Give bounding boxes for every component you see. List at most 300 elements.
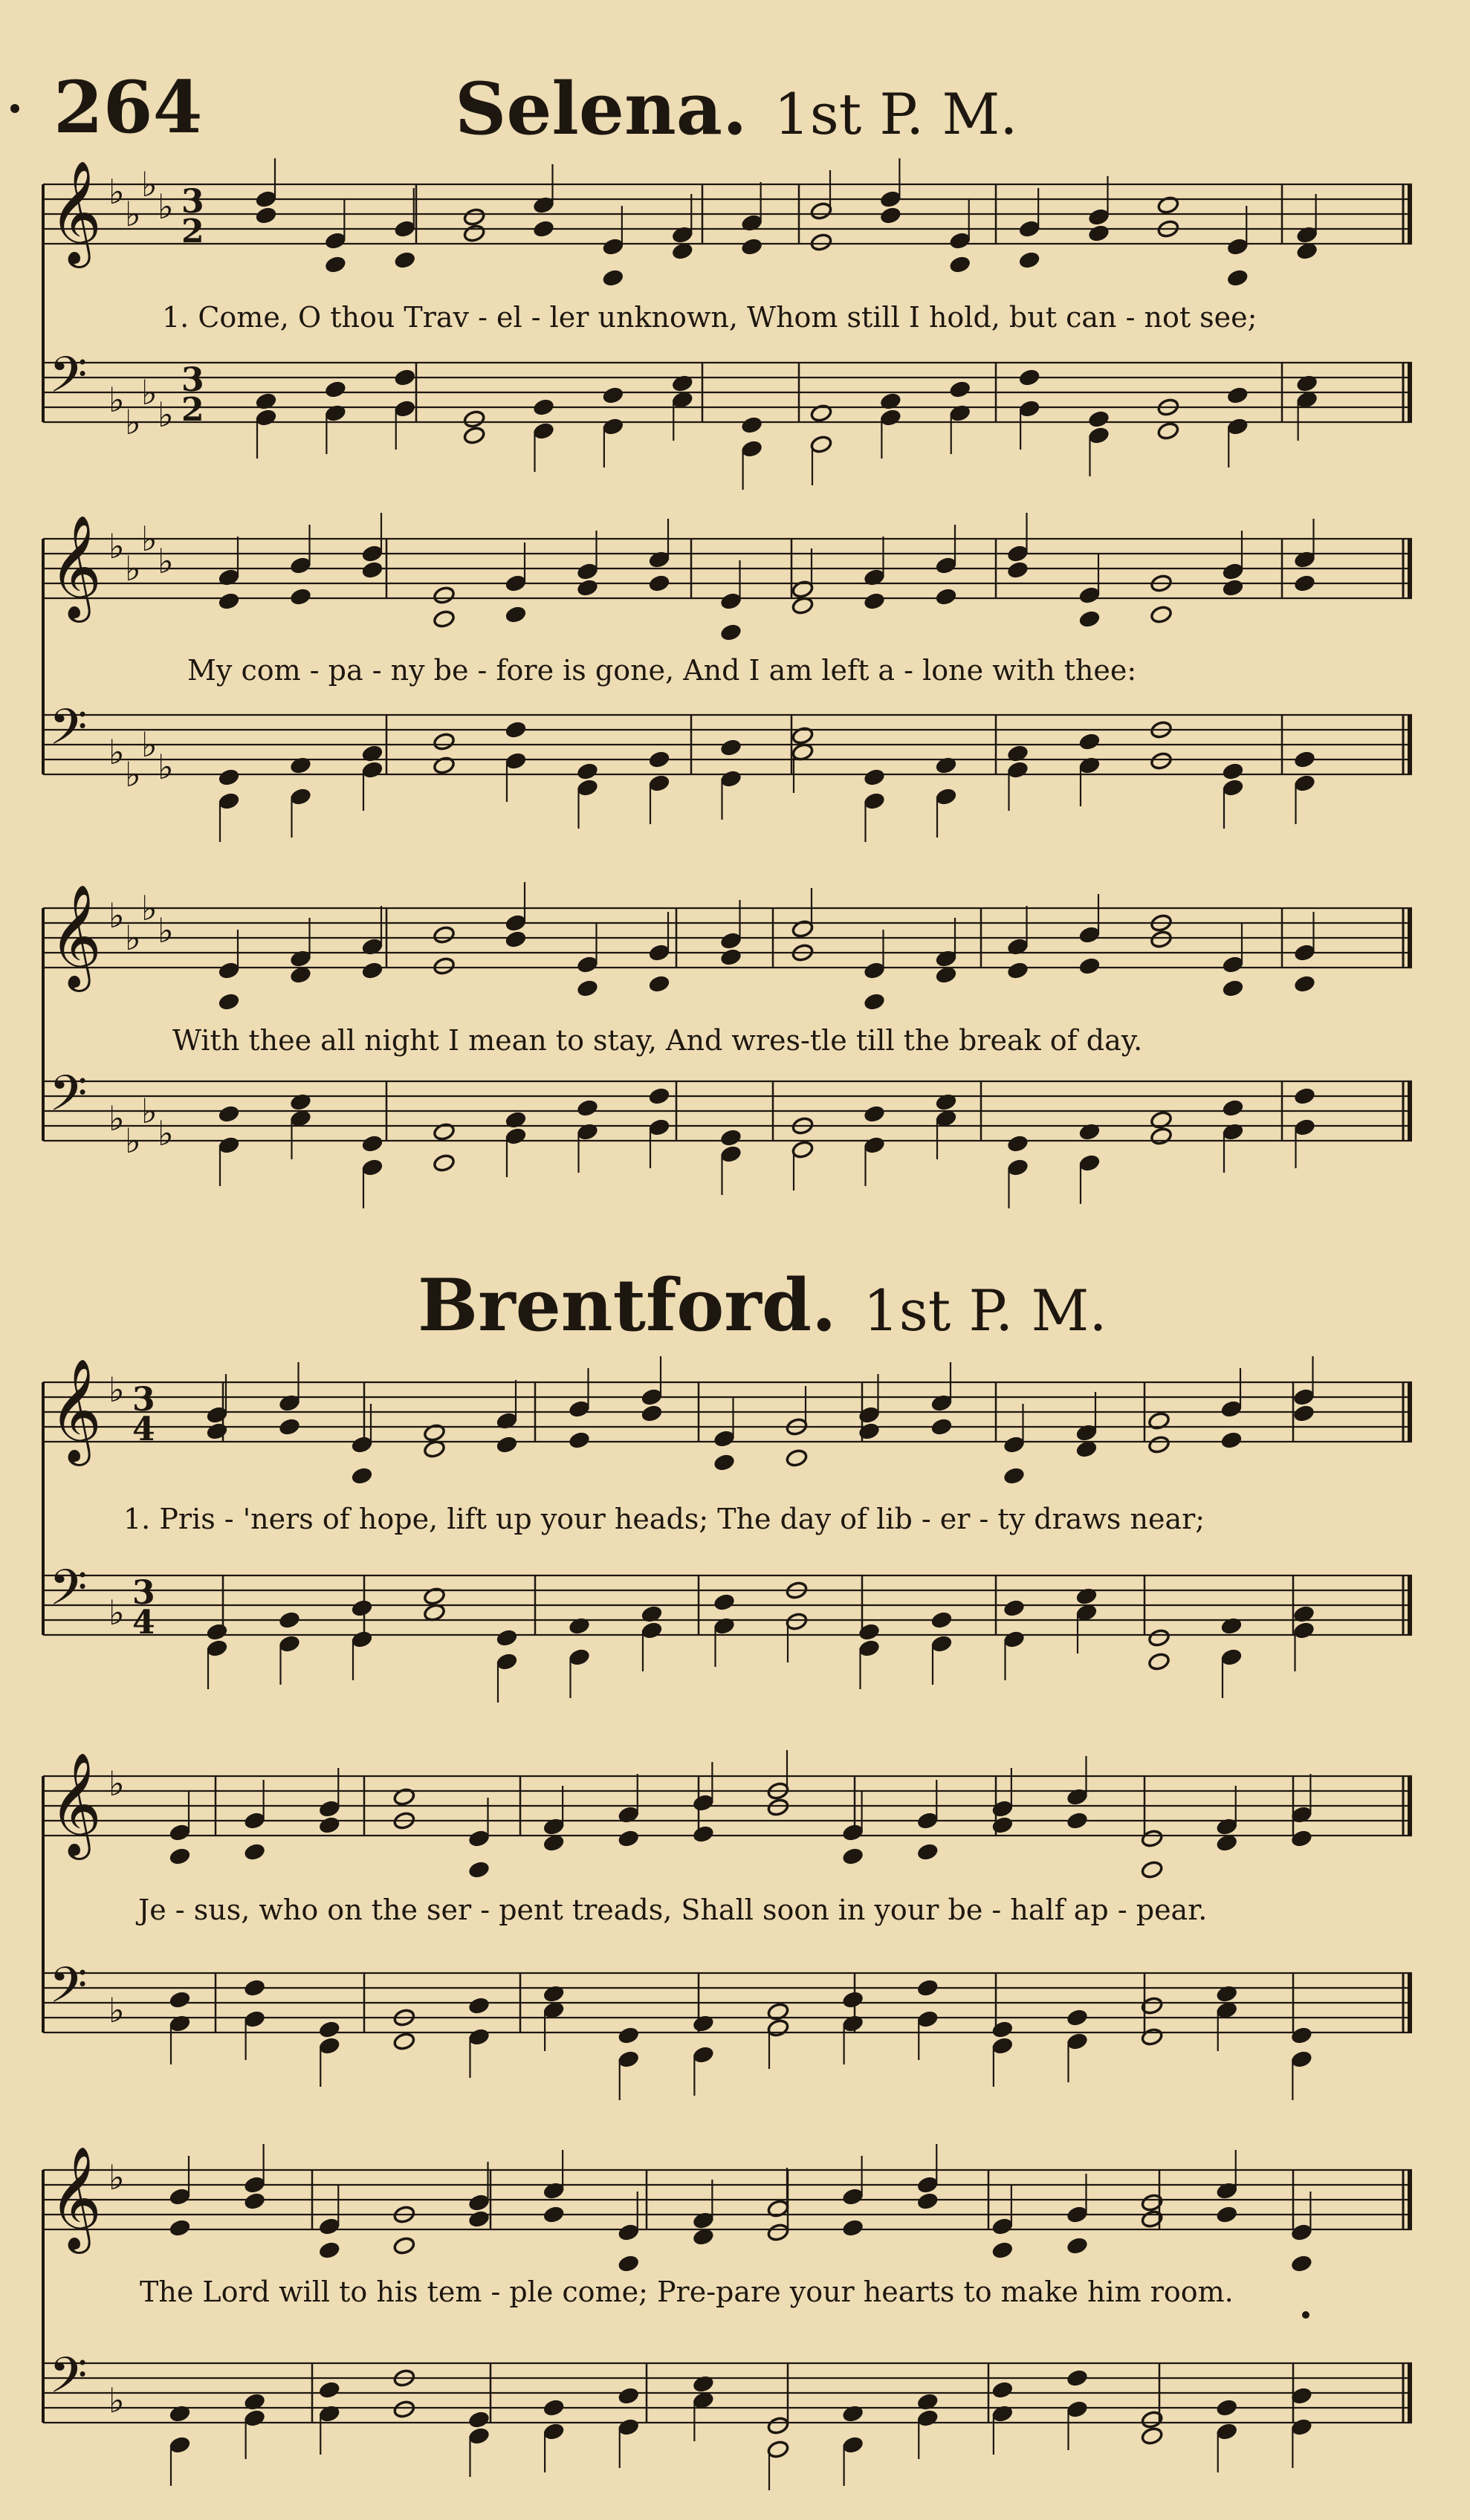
note-head xyxy=(713,1593,736,1612)
note-head xyxy=(1215,2398,1238,2417)
flat-icon: ♭ xyxy=(158,1113,174,1153)
hymn-meter: 1st P. M. xyxy=(863,1277,1107,1344)
note-head xyxy=(991,2380,1014,2400)
flat-icon: ♭ xyxy=(125,754,141,794)
note-head xyxy=(791,1140,815,1159)
note-head xyxy=(467,2193,490,2212)
note-head xyxy=(1222,955,1245,974)
note-head xyxy=(692,1824,715,1844)
note-head xyxy=(318,2380,341,2400)
note-head xyxy=(243,1978,266,1998)
note-head xyxy=(393,2032,416,2051)
note-head xyxy=(218,592,241,611)
flat-icon: ♭ xyxy=(158,747,174,787)
note-head xyxy=(496,1435,519,1454)
note-head xyxy=(1087,207,1110,227)
note-head xyxy=(289,787,312,806)
bar-line xyxy=(1408,1382,1412,1442)
note-head xyxy=(255,190,278,209)
note-head xyxy=(324,231,347,250)
note-head xyxy=(218,961,241,980)
note-head xyxy=(692,1793,715,1813)
note-head xyxy=(863,768,886,787)
note-head xyxy=(1078,586,1101,605)
note-head xyxy=(1150,1127,1173,1146)
note-head xyxy=(935,787,958,806)
note-head xyxy=(393,2236,416,2255)
note-head xyxy=(1003,1466,1026,1486)
note-head xyxy=(318,1799,341,1818)
note-head xyxy=(467,2410,490,2429)
note-head xyxy=(617,1829,640,1848)
note-head xyxy=(617,2417,640,2437)
bass-clef-icon: 𝄢 xyxy=(49,1559,88,1628)
note-head xyxy=(1006,544,1029,563)
flat-icon: ♭ xyxy=(109,2380,125,2420)
note-head xyxy=(767,2018,790,2038)
note-head xyxy=(1018,219,1041,239)
note-head xyxy=(169,2218,192,2238)
note-head xyxy=(318,1815,341,1835)
note-head xyxy=(719,931,742,950)
lyric-line: 1. Come, O thou Trav - el - ler unknown, Whom still I hold, but can - not see; xyxy=(162,301,1257,334)
note-head xyxy=(1141,1860,1164,1879)
note-head xyxy=(641,1621,664,1640)
note-head xyxy=(916,2175,939,2195)
note-head xyxy=(361,1158,384,1177)
note-head xyxy=(719,623,742,642)
note-head xyxy=(740,439,763,459)
note-head xyxy=(576,762,599,781)
time-signature: 3 xyxy=(132,1381,155,1419)
note-head xyxy=(496,1628,519,1648)
note-head xyxy=(1066,2236,1089,2255)
note-head xyxy=(243,2175,266,2195)
note-head xyxy=(351,1599,374,1618)
note-head xyxy=(1150,930,1173,949)
hymn-meter: 1st P. M. xyxy=(774,81,1018,147)
note-head xyxy=(1222,979,1245,998)
note-head xyxy=(1222,578,1245,597)
flat-icon: ♭ xyxy=(109,2157,125,2197)
note-head xyxy=(467,1996,490,2015)
note-head xyxy=(1078,1153,1101,1173)
note-head xyxy=(617,2223,640,2242)
flat-icon: ♭ xyxy=(109,172,125,212)
treble-clef-icon: 𝄞 xyxy=(49,161,102,264)
note-head xyxy=(576,562,599,581)
lyric-line: My com - pa - ny be - fore is gone, And I am left a - lone with thee: xyxy=(187,654,1137,687)
note-head xyxy=(767,2440,790,2459)
flat-icon: ♭ xyxy=(109,732,125,772)
page-number: 264 xyxy=(54,65,203,149)
note-head xyxy=(1147,1652,1171,1671)
note-head xyxy=(948,231,971,250)
lyric-line: The Lord will to his tem - ple come; Pre-pare your hearts to make him room. xyxy=(140,2276,1234,2308)
note-head xyxy=(467,2209,490,2229)
note-head xyxy=(467,1860,490,1879)
note-head xyxy=(318,2217,341,2236)
note-head xyxy=(841,2218,864,2238)
note-head xyxy=(991,2217,1014,2236)
note-head xyxy=(841,1990,864,2009)
note-head xyxy=(641,1387,664,1407)
note-head xyxy=(463,207,486,227)
note-head xyxy=(740,237,763,256)
note-head xyxy=(433,925,456,945)
note-head xyxy=(1292,1387,1315,1407)
note-head xyxy=(568,1399,591,1419)
note-head xyxy=(318,2036,341,2056)
note-head xyxy=(463,409,486,429)
note-head xyxy=(218,1136,241,1155)
note-head xyxy=(719,948,742,967)
note-head xyxy=(243,2192,266,2211)
note-head xyxy=(1293,750,1316,769)
note-head xyxy=(602,417,625,436)
note-head xyxy=(879,190,902,209)
note-head xyxy=(318,2020,341,2039)
note-head xyxy=(351,1466,374,1486)
note-head xyxy=(1157,421,1180,441)
time-signature: 3 xyxy=(181,183,204,221)
note-head xyxy=(1226,237,1249,256)
note-head xyxy=(1293,943,1316,962)
note-head xyxy=(218,768,241,787)
note-head xyxy=(393,250,416,270)
time-signature: 3 xyxy=(181,361,204,399)
note-head xyxy=(935,556,958,575)
hymn-name: Selena. xyxy=(455,67,748,151)
flat-icon: ♭ xyxy=(125,1121,141,1161)
note-head xyxy=(648,1086,671,1106)
note-head xyxy=(602,386,625,405)
note-head xyxy=(576,578,599,597)
note-head xyxy=(1147,1628,1171,1648)
note-head xyxy=(576,979,599,998)
note-head xyxy=(1150,751,1173,771)
bass-clef-icon: 𝄢 xyxy=(49,1065,88,1134)
note-head xyxy=(1226,417,1249,436)
note-head xyxy=(361,544,384,563)
note-head xyxy=(576,955,599,974)
note-head xyxy=(568,1648,591,1667)
note-head xyxy=(218,1104,241,1124)
note-head xyxy=(1290,2050,1313,2069)
note-head xyxy=(841,2435,864,2455)
treble-clef-icon: 𝄞 xyxy=(49,884,102,988)
note-head xyxy=(916,1811,939,1830)
note-head xyxy=(991,2241,1014,2260)
note-head xyxy=(930,1417,953,1436)
note-head xyxy=(648,750,671,769)
note-head xyxy=(863,791,886,811)
time-signature: 4 xyxy=(132,1410,155,1448)
note-head xyxy=(648,974,671,994)
note-head xyxy=(767,2416,790,2435)
note-head xyxy=(243,1811,266,1830)
flat-icon: ♭ xyxy=(141,725,158,765)
note-head xyxy=(930,1610,953,1630)
note-head xyxy=(1222,778,1245,797)
flat-icon: ♭ xyxy=(141,1091,158,1131)
bass-clef-icon: 𝄢 xyxy=(49,2347,88,2416)
note-head xyxy=(1078,925,1101,945)
note-head xyxy=(278,1610,301,1630)
note-head xyxy=(393,368,416,387)
note-head xyxy=(1290,2254,1313,2273)
note-head xyxy=(863,592,886,611)
note-head xyxy=(467,2426,490,2446)
note-head xyxy=(169,2187,192,2206)
note-head xyxy=(206,1639,229,1658)
flat-icon: ♭ xyxy=(158,910,174,950)
note-head xyxy=(1066,2205,1089,2224)
note-head xyxy=(324,380,347,399)
note-head xyxy=(991,1815,1014,1835)
bar-line xyxy=(1408,715,1412,774)
note-head xyxy=(568,1431,591,1450)
note-head xyxy=(1087,409,1110,429)
flat-icon: ♭ xyxy=(141,164,158,204)
note-head xyxy=(1078,956,1101,976)
note-head xyxy=(991,1799,1014,1818)
note-head xyxy=(1006,560,1029,580)
note-head xyxy=(169,2435,192,2455)
note-head xyxy=(602,268,625,288)
note-head xyxy=(505,930,528,949)
note-head xyxy=(1215,2205,1238,2224)
note-head xyxy=(1222,1098,1245,1118)
flat-icon: ♭ xyxy=(125,402,141,442)
note-head xyxy=(505,605,528,624)
note-head xyxy=(1006,760,1029,780)
bar-line xyxy=(1408,1081,1412,1141)
note-head xyxy=(1078,609,1101,629)
note-head xyxy=(496,1652,519,1671)
flat-icon: ♭ xyxy=(158,541,174,581)
note-head xyxy=(810,435,833,454)
note-head xyxy=(1006,1134,1029,1153)
note-head xyxy=(433,609,456,629)
note-head xyxy=(786,1612,809,1631)
note-head xyxy=(1293,1118,1316,1137)
note-head xyxy=(361,760,384,780)
flat-icon: ♭ xyxy=(141,519,158,559)
note-head xyxy=(713,1429,736,1448)
note-head xyxy=(692,2045,715,2064)
note-head xyxy=(841,1823,864,1842)
note-head xyxy=(505,720,528,739)
note-head xyxy=(206,1405,229,1425)
note-head xyxy=(879,206,902,225)
treble-clef-icon: 𝄞 xyxy=(49,515,102,618)
note-head xyxy=(740,415,763,435)
note-head xyxy=(1222,762,1245,781)
note-head xyxy=(719,1128,742,1147)
note-head xyxy=(1150,605,1173,624)
note-head xyxy=(948,255,971,274)
note-head xyxy=(361,560,384,580)
flat-icon: ♭ xyxy=(109,526,125,566)
note-head xyxy=(361,1134,384,1153)
note-head xyxy=(243,1842,266,1862)
note-head xyxy=(351,1435,374,1454)
note-head xyxy=(916,1842,939,1862)
note-head xyxy=(719,1144,742,1164)
note-head xyxy=(289,587,312,606)
note-head xyxy=(169,1847,192,1866)
note-head xyxy=(858,1639,881,1658)
flat-icon: ♭ xyxy=(109,895,125,936)
flat-icon: ♭ xyxy=(109,1990,125,2030)
flat-icon: ♭ xyxy=(109,380,125,420)
note-head xyxy=(1226,386,1249,405)
note-head xyxy=(648,943,671,962)
bass-clef-icon: 𝄢 xyxy=(49,699,88,768)
note-head xyxy=(532,421,555,441)
note-head xyxy=(255,206,278,225)
note-head xyxy=(1018,250,1041,270)
note-head xyxy=(648,1118,671,1137)
note-head xyxy=(278,1417,301,1436)
note-head xyxy=(505,913,528,933)
note-head xyxy=(719,769,742,788)
note-head xyxy=(532,219,555,239)
note-head xyxy=(1293,974,1316,994)
note-head xyxy=(713,1453,736,1472)
note-head xyxy=(617,2254,640,2273)
bar-line xyxy=(1408,363,1412,422)
treble-clef-icon: 𝄞 xyxy=(49,2146,102,2249)
flat-icon: ♭ xyxy=(109,1593,125,1633)
note-head xyxy=(543,2205,566,2224)
note-head xyxy=(324,255,347,274)
note-head xyxy=(841,1847,864,1866)
note-head xyxy=(505,1127,528,1146)
note-head xyxy=(243,2009,266,2029)
note-head xyxy=(433,1153,456,1173)
note-head xyxy=(1018,368,1041,387)
note-head xyxy=(1006,1158,1029,1177)
note-head xyxy=(1066,2368,1089,2388)
note-head xyxy=(393,2400,416,2419)
note-head xyxy=(1147,1435,1171,1454)
note-head xyxy=(1018,399,1041,418)
flat-icon: ♭ xyxy=(141,372,158,412)
note-head xyxy=(361,961,384,980)
note-head xyxy=(206,1422,229,1441)
note-head xyxy=(318,2241,341,2260)
note-head xyxy=(930,1634,953,1653)
bar-line xyxy=(1408,2363,1412,2423)
time-signature: 4 xyxy=(132,1604,155,1642)
note-head xyxy=(617,2050,640,2069)
note-head xyxy=(218,992,241,1011)
bar-line xyxy=(1408,1575,1412,1635)
note-head xyxy=(1141,2410,1164,2429)
note-head xyxy=(916,2009,939,2029)
note-head xyxy=(641,1404,664,1423)
note-head xyxy=(1220,1431,1243,1450)
bar-line xyxy=(1408,539,1412,598)
bass-clef-icon: 𝄢 xyxy=(49,346,88,415)
note-head xyxy=(863,1104,886,1124)
flat-icon: ♭ xyxy=(158,395,174,435)
note-head xyxy=(289,556,312,575)
flat-icon: ♭ xyxy=(109,1370,125,1410)
flat-icon: ♭ xyxy=(141,888,158,928)
note-head xyxy=(1006,961,1029,980)
note-head xyxy=(1292,1404,1315,1423)
note-head xyxy=(433,586,456,605)
treble-clef-icon: 𝄞 xyxy=(49,1358,102,1462)
note-head xyxy=(1003,1435,1026,1454)
note-head xyxy=(767,1798,790,1817)
note-head xyxy=(1293,774,1316,793)
note-head xyxy=(243,2409,266,2428)
bar-line xyxy=(1408,2170,1412,2229)
note-head xyxy=(991,2020,1014,2039)
bar-line xyxy=(1408,908,1412,968)
note-head xyxy=(863,1136,886,1155)
note-head xyxy=(719,592,742,611)
note-head xyxy=(1066,2400,1089,2419)
note-head xyxy=(463,224,486,243)
note-head xyxy=(1220,1399,1243,1419)
bar-line xyxy=(1408,1776,1412,1836)
flat-icon: ♭ xyxy=(125,194,141,234)
time-signature: 3 xyxy=(132,1574,155,1612)
note-head xyxy=(719,738,742,757)
note-head xyxy=(1215,2422,1238,2441)
note-head xyxy=(617,2386,640,2406)
treble-clef-icon: 𝄞 xyxy=(49,1752,102,1856)
note-head xyxy=(648,574,671,593)
bar-line xyxy=(1408,184,1412,244)
note-head xyxy=(916,1978,939,1998)
note-head xyxy=(810,233,833,252)
note-head xyxy=(948,380,971,399)
note-head xyxy=(1293,1086,1316,1106)
note-head xyxy=(505,574,528,593)
note-head xyxy=(1222,562,1245,581)
note-head xyxy=(879,408,902,427)
margin-mark xyxy=(1302,2311,1309,2319)
note-head xyxy=(935,587,958,606)
note-head xyxy=(463,426,486,445)
note-head xyxy=(767,2223,790,2242)
note-head xyxy=(916,2409,939,2428)
note-head xyxy=(1078,732,1101,751)
note-head xyxy=(505,751,528,771)
flat-icon: ♭ xyxy=(125,548,141,589)
note-head xyxy=(218,791,241,811)
note-head xyxy=(1292,1621,1315,1640)
note-head xyxy=(617,2026,640,2045)
note-head xyxy=(169,1823,192,1842)
note-head xyxy=(255,408,278,427)
note-head xyxy=(393,399,416,418)
note-head xyxy=(1087,224,1110,243)
note-head xyxy=(1087,426,1110,445)
note-head xyxy=(467,2027,490,2047)
note-head xyxy=(433,956,456,976)
note-head xyxy=(543,2422,566,2441)
hymn-name: Brentford. xyxy=(418,1263,837,1347)
bass-clef-icon: 𝄢 xyxy=(49,1957,88,2026)
note-head xyxy=(393,219,416,239)
